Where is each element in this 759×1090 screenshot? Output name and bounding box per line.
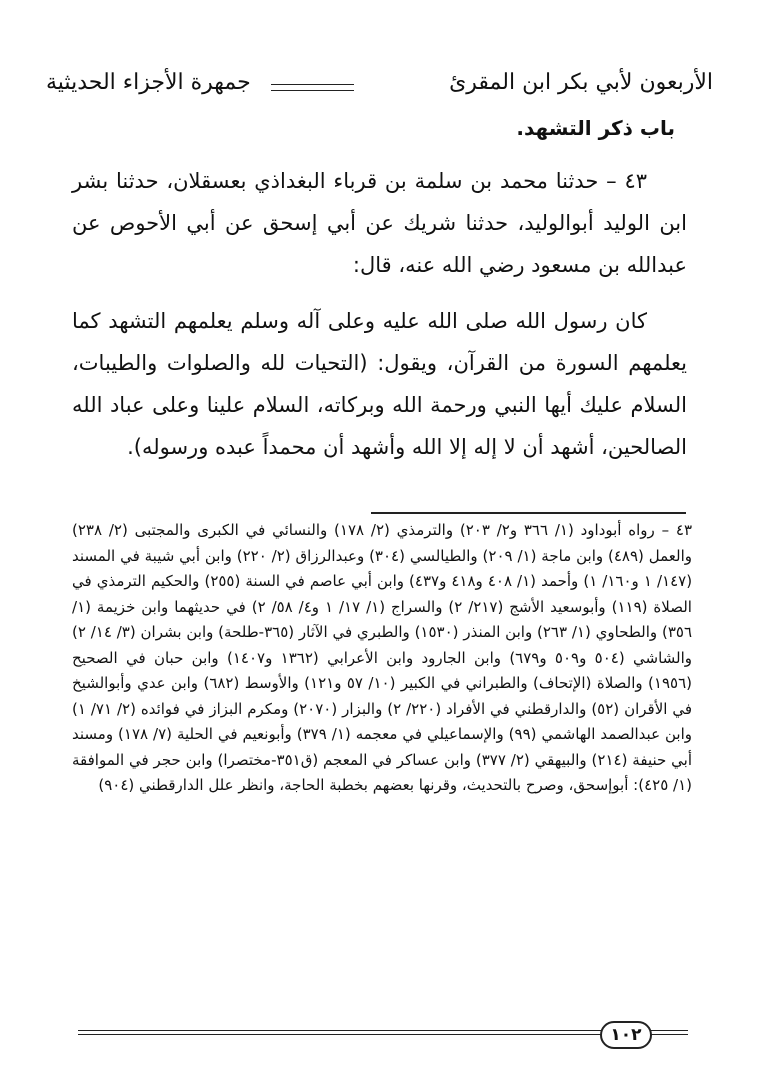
footer-rule: [78, 1030, 688, 1035]
book-title: الأربعون لأبي بكر ابن المقرئ: [449, 70, 713, 95]
running-header: [46, 68, 713, 104]
hadith-matn: كان رسول الله صلى الله عليه وعلى آله وسلم يعلمهم التشهد كما يعلمهم السورة من القرآن، ويقول: (التحيات لله والصلوات والطيبات، السلام عليك أيها النبي ورحمة الله وبركاته، السلام علينا وعلى عباد الله الصالحين، أشهد أن لا إله إلا الله وأشهد أن محمداً عبده ورسوله).: [72, 309, 687, 459]
collection-title: جمهرة الأجزاء الحديثية: [46, 70, 251, 95]
chapter-heading: باب ذكر التشهد.: [516, 116, 675, 140]
page-number: ١٠٢: [600, 1021, 652, 1049]
footnote: [72, 518, 692, 799]
footnote-text: ٤٣ – رواه أبوداود (١/ ٣٦٦ و٢/ ٢٠٣) والترمذي (٢/ ١٧٨) والنسائي في الكبرى والمجتبى (٢/ ٢٣٨) والعمل (٤٨٩) وابن ماجة (١/ ٢٠٩) والطيالسي (٣٠٤) وعبدالرزاق (٢/ ٢٢٠) وابن أبي شيبة في المسند (١٤٧/ ١ و١٦٠/ ١) وأحمد (١/ ٤٠٨ و٤١٨ و٤٣٧) وابن أبي عاصم في السنة (٢٥٥) والحكيم الترمذي في الصلاة (١١٩) وأبوسعيد الأشج (٢١٧/ ٢) والسراج (١/ ١٧/ ١ و٤/ ٥٨/ ٢) في حديثهما وابن خزيمة (١/ ٣٥٦) والطحاوي (١/ ٢٦٣) وابن المنذر (١٥٣٠) والطبري في الآثار (٣٦٥-طلحة) وابن بشران (٣/ ١٤/ ٢) والشاشي (٥٠٤ و٥٠٩ و٦٧٩) وابن الجارود وابن الأعرابي (١٣٦٢ و١٤٠٧) وابن حبان في الصحيح (١٩٥٦) والصلاة (الإتحاف) والطبراني في الكبير (١٠/ ٥٧ و١٢١) والأوسط (٦٨٢) وابن عدي وأبوالشيخ في الأقران (٥٢) والدارقطني في الأفراد (٢٢٠/ ٢) والبزار (٢٠٧٠) ومكرم البزاز في فوائده (٢/ ٧١/ ١) وابن عبدالصمد الهاشمي (٩٩) والإسماعيلي في معجمه (١/ ٣٧٩) وأبونعيم في الحلية (٧/ ١٧٨) ومسند أبي حنيفة (٢١٤) والبيهقي (٢/ ٣٧٧) وابن عساكر في المعجم (ق٣٥١-مختصرا) وابن حجر في الموافقة (١/ ٤٢٥): أبوإسحق، وصرح بالتحديث، وقرنها بعضهم بخطبة الحاجة، وانظر علل الدارقطني (٩٠٤): [72, 521, 693, 794]
header-divider: [271, 84, 354, 91]
hadith-isnad: ٤٣ – حدثنا محمد بن سلمة بن قرباء البغداذي بعسقلان، حدثنا بشر ابن الوليد أبوالوليد، حدثنا شريك عن أبي إسحق عن أبي الأحوص عن عبدالله بن مسعود رضي الله عنه، قال:: [72, 169, 687, 277]
footnote-separator: [371, 512, 686, 514]
hadith-body: [72, 160, 687, 468]
